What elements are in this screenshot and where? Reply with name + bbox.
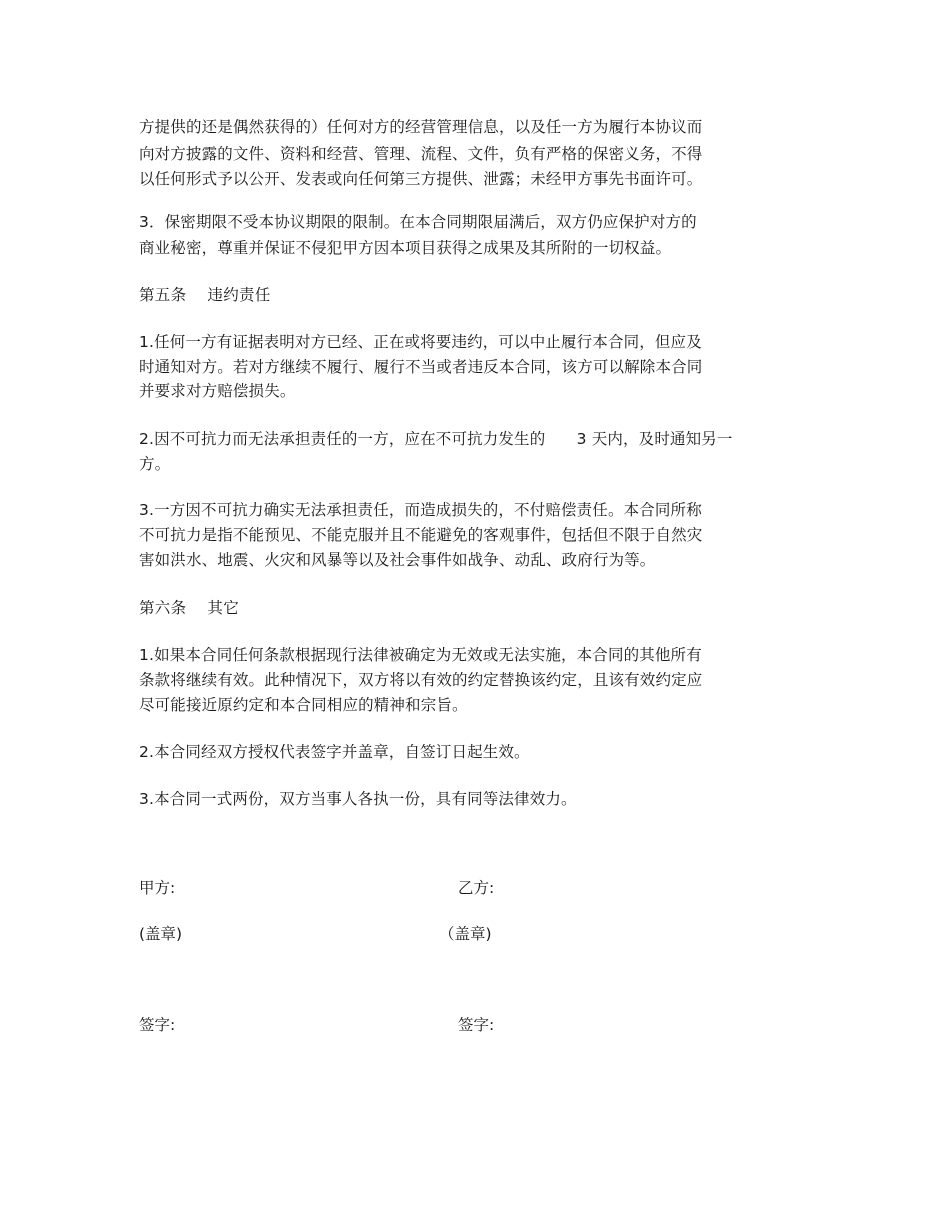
paragraph-line: 1.任何一方有证据表明对方已经、正在或将要违约，可以中止履行本合同，但应及 bbox=[139, 333, 702, 351]
party-b-signature-label: 签字: bbox=[458, 1016, 495, 1034]
paragraph-line: 3.一方因不可抗力确实无法承担责任，而造成损失的，不付赔偿责任。本合同所称 bbox=[139, 501, 702, 519]
paragraph-line: 3.本合同一式两份，双方当事人各执一份，具有同等法律效力。 bbox=[139, 790, 577, 808]
paragraph-line: 2.因不可抗力而无法承担责任的一方，应在不可抗力发生的 3 天内，及时通知另一 bbox=[139, 430, 733, 448]
paragraph-line: 不可抗力是指不能预见、不能克服并且不能避免的客观事件，包括但不限于自然灾 bbox=[139, 526, 703, 544]
article-5-heading: 第五条 违约责任 bbox=[139, 286, 271, 304]
party-b-seal: （盖章) bbox=[439, 925, 492, 943]
paragraph-line: 商业秘密，尊重并保证不侵犯甲方因本项目获得之成果及其所附的一切权益。 bbox=[139, 239, 672, 257]
paragraph-line: 向对方披露的文件、资料和经营、管理、流程、文件，负有严格的保密义务，不得 bbox=[139, 145, 703, 163]
paragraph-line: 条款将继续有效。此种情况下，双方将以有效的约定替换该约定，且该有效约定应 bbox=[139, 671, 703, 689]
paragraph-line: 尽可能接近原约定和本合同相应的精神和宗旨。 bbox=[139, 696, 468, 714]
party-a-signature-label: 签字: bbox=[139, 1016, 176, 1034]
paragraph-line: 时通知对方。若对方继续不履行、履行不当或者违反本合同，该方可以解除本合同 bbox=[139, 358, 703, 376]
paragraph-line: 并要求对方赔偿损失。 bbox=[139, 382, 296, 400]
paragraph-line: 方。 bbox=[139, 455, 171, 473]
paragraph-line: 3．保密期限不受本协议期限的限制。在本合同期限届满后，双方仍应保护对方的 bbox=[139, 213, 697, 231]
article-6-heading: 第六条 其它 bbox=[139, 599, 240, 617]
paragraph-line: 害如洪水、地震、火灾和风暴等以及社会事件如战争、动乱、政府行为等。 bbox=[139, 551, 656, 569]
paragraph-line: 方提供的还是偶然获得的）任何对方的经营管理信息，以及任一方为履行本协议而 bbox=[139, 118, 703, 136]
party-a-seal: (盖章) bbox=[139, 925, 183, 943]
party-a-label: 甲方: bbox=[139, 879, 176, 897]
paragraph-line: 以任何形式予以公开、发表或向任何第三方提供、泄露；未经甲方事先书面许可。 bbox=[139, 170, 703, 188]
party-b-label: 乙方: bbox=[458, 879, 495, 897]
paragraph-line: 1.如果本合同任何条款根据现行法律被确定为无效或无法实施，本合同的其他所有 bbox=[139, 646, 702, 664]
paragraph-line: 2.本合同经双方授权代表签字并盖章，自签订日起生效。 bbox=[139, 743, 530, 761]
